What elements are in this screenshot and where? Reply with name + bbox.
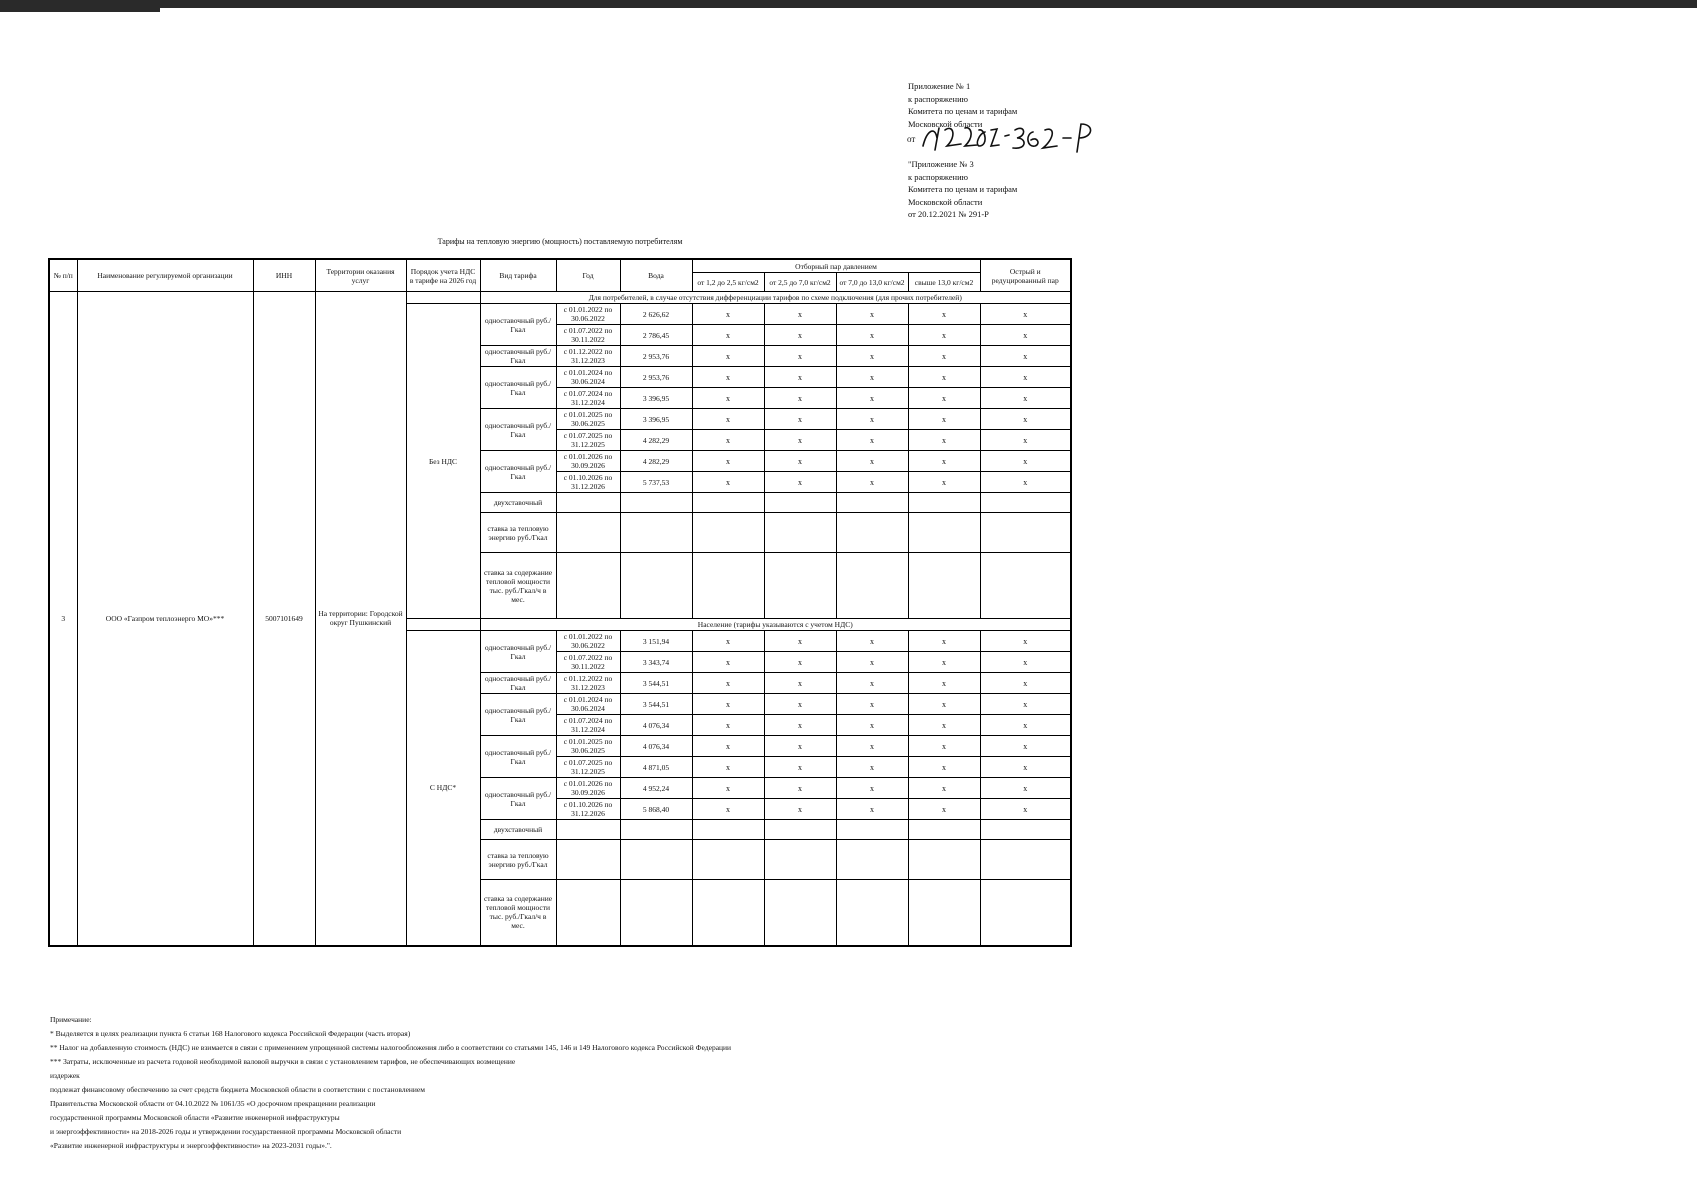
x-mark: х — [980, 388, 1071, 409]
x-mark: х — [692, 388, 764, 409]
empty-cell — [836, 513, 908, 553]
note-line: издержек — [50, 1071, 80, 1080]
period: с 01.01.2022 по 30.06.2022 — [556, 304, 620, 325]
empty-cell — [692, 553, 764, 619]
x-mark: х — [908, 304, 980, 325]
appendix-3-line: Комитета по ценам и тарифам — [908, 184, 1018, 194]
water-value: 3 544,51 — [620, 673, 692, 694]
x-mark: х — [692, 757, 764, 778]
appendix-3-line: к распоряжению — [908, 171, 968, 182]
org-name: ООО «Газпром теплоэнерго МО»*** — [77, 292, 253, 946]
x-mark: х — [908, 451, 980, 472]
water-value: 3 151,94 — [620, 631, 692, 652]
x-mark: х — [836, 694, 908, 715]
header-water: Вода — [620, 259, 692, 292]
x-mark: х — [764, 409, 836, 430]
empty-cell — [980, 513, 1071, 553]
period: с 01.12.2022 по 31.12.2023 — [556, 673, 620, 694]
period: с 01.10.2026 по 31.12.2026 — [556, 472, 620, 493]
note-line: Примечание: — [50, 1015, 92, 1024]
x-mark: х — [836, 409, 908, 430]
water-value: 4 076,34 — [620, 736, 692, 757]
section-title: Население (тарифы указываются с учетом НДС) — [480, 619, 1071, 631]
water-value: 5 737,53 — [620, 472, 692, 493]
x-mark: х — [836, 736, 908, 757]
x-mark: х — [908, 346, 980, 367]
tariff-type: одноставочный руб./Гкал — [480, 631, 556, 673]
x-mark: х — [692, 715, 764, 736]
empty-cell — [692, 513, 764, 553]
x-mark: х — [836, 652, 908, 673]
x-mark: х — [980, 715, 1071, 736]
empty-cell — [908, 553, 980, 619]
x-mark: х — [692, 652, 764, 673]
period: с 01.10.2026 по 31.12.2026 — [556, 799, 620, 820]
empty-cell — [764, 513, 836, 553]
x-mark: х — [764, 631, 836, 652]
empty-cell — [980, 820, 1071, 840]
org-inn: 5007101649 — [253, 292, 315, 946]
x-mark: х — [980, 799, 1071, 820]
period: с 01.01.2024 по 30.06.2024 — [556, 367, 620, 388]
empty-cell — [908, 820, 980, 840]
empty-cell — [764, 840, 836, 880]
tariff-table — [48, 258, 1072, 947]
note-line: государственной программы Московской области «Развитие инженерной инфраструктуры — [50, 1113, 340, 1122]
empty-cell — [764, 493, 836, 513]
water-value: 3 396,95 — [620, 409, 692, 430]
x-mark: х — [692, 367, 764, 388]
tariff-type: одноставочный руб./Гкал — [480, 451, 556, 493]
org-territory: На территории: Городской округ Пушкинский — [315, 292, 406, 946]
x-mark: х — [980, 694, 1071, 715]
x-mark: х — [764, 673, 836, 694]
x-mark: х — [764, 451, 836, 472]
x-mark: х — [908, 430, 980, 451]
empty-cell — [556, 840, 620, 880]
empty-cell — [620, 880, 692, 946]
water-value: 4 952,24 — [620, 778, 692, 799]
header-num: № п/п — [49, 259, 77, 292]
water-value: 3 544,51 — [620, 694, 692, 715]
note-line: *** Затраты, исключенные из расчета годовой необходимой валовой выручки в связи с установлением тарифов, не обеспечивающих возмещение — [50, 1057, 516, 1066]
x-mark: х — [764, 388, 836, 409]
x-mark: х — [836, 304, 908, 325]
x-mark: х — [836, 451, 908, 472]
x-mark: х — [908, 652, 980, 673]
tariff-table-body — [49, 292, 1071, 946]
x-mark: х — [764, 325, 836, 346]
water-value: 4 076,34 — [620, 715, 692, 736]
x-mark: х — [836, 673, 908, 694]
x-mark: х — [764, 346, 836, 367]
scan-corner-mark — [0, 8, 160, 12]
x-mark: х — [908, 778, 980, 799]
empty-cell — [980, 553, 1071, 619]
empty-cell — [692, 840, 764, 880]
period: с 01.01.2024 по 30.06.2024 — [556, 694, 620, 715]
sig-prefix: от — [907, 134, 916, 144]
x-mark: х — [980, 430, 1071, 451]
x-mark: х — [980, 451, 1071, 472]
empty-cell — [556, 493, 620, 513]
empty-cell — [980, 493, 1071, 513]
x-mark: х — [764, 778, 836, 799]
empty-cell — [908, 880, 980, 946]
note-line: «Развитие инженерной инфраструктуры и энергоэффективности» на 2023-2031 годы».". — [50, 1141, 332, 1150]
note-line: Правительства Московской области от 04.10.2022 № 1061/35 «О досрочном прекращении реализации — [50, 1099, 376, 1108]
x-mark: х — [908, 694, 980, 715]
vat-order-blank — [406, 619, 480, 631]
header-inn: ИНН — [253, 259, 315, 292]
tariff-type: одноставочный руб./Гкал — [480, 694, 556, 736]
rate-energy-label: ставка за тепловую энергию руб./Гкал — [480, 840, 556, 880]
empty-cell — [764, 880, 836, 946]
water-value: 2 953,76 — [620, 367, 692, 388]
empty-cell — [908, 840, 980, 880]
x-mark: х — [764, 694, 836, 715]
x-mark: х — [980, 631, 1071, 652]
x-mark: х — [692, 472, 764, 493]
water-value: 4 871,05 — [620, 757, 692, 778]
x-mark: х — [836, 325, 908, 346]
x-mark: х — [908, 757, 980, 778]
appendix-1-line: Приложение № 1 — [908, 81, 971, 91]
appendix-3-line: Московской области — [908, 196, 983, 207]
x-mark: х — [908, 715, 980, 736]
x-mark: х — [836, 778, 908, 799]
x-mark: х — [692, 694, 764, 715]
x-mark: х — [836, 631, 908, 652]
vat-order: С НДС* — [406, 631, 480, 946]
x-mark: х — [764, 472, 836, 493]
water-value: 2 953,76 — [620, 346, 692, 367]
x-mark: х — [980, 736, 1071, 757]
period: с 01.07.2022 по 30.11.2022 — [556, 652, 620, 673]
period: с 01.01.2026 по 30.09.2026 — [556, 451, 620, 472]
x-mark: х — [764, 304, 836, 325]
table-title: Тарифы на тепловую энергию (мощность) поставляемую потребителям — [437, 237, 683, 246]
x-mark: х — [836, 472, 908, 493]
empty-cell — [620, 553, 692, 619]
empty-cell — [836, 840, 908, 880]
x-mark: х — [908, 325, 980, 346]
header-steam-1: от 1,2 до 2,5 кг/см2 — [692, 273, 764, 292]
water-value: 5 868,40 — [620, 799, 692, 820]
x-mark: х — [764, 757, 836, 778]
x-mark: х — [764, 367, 836, 388]
period: с 01.01.2026 по 30.09.2026 — [556, 778, 620, 799]
x-mark: х — [836, 388, 908, 409]
x-mark: х — [692, 451, 764, 472]
x-mark: х — [980, 304, 1071, 325]
section-title: Для потребителей, в случае отсутствия дифференциации тарифов по схеме подключения (для прочих потребителей) — [480, 292, 1071, 304]
empty-cell — [620, 820, 692, 840]
x-mark: х — [836, 430, 908, 451]
x-mark: х — [908, 799, 980, 820]
tariff-type: одноставочный руб./Гкал — [480, 304, 556, 346]
water-value: 4 282,29 — [620, 430, 692, 451]
x-mark: х — [908, 736, 980, 757]
empty-cell — [836, 820, 908, 840]
x-mark: х — [692, 430, 764, 451]
x-mark: х — [836, 799, 908, 820]
handwritten-date-signature — [905, 116, 1105, 158]
empty-cell — [692, 493, 764, 513]
header-org: Наименование регулируемой организации — [77, 259, 253, 292]
x-mark: х — [692, 346, 764, 367]
note-line: ** Налог на добавленную стоимость (НДС) не взимается в связи с применением упрощенной системы налогообложения либо в соответствии со статьями 145, 146 и 149 Налогового кодекса Российской Федерации — [50, 1043, 732, 1052]
tariff-type: одноставочный руб./Гкал — [480, 736, 556, 778]
empty-cell — [980, 840, 1071, 880]
x-mark: х — [980, 325, 1071, 346]
period: с 01.12.2022 по 31.12.2023 — [556, 346, 620, 367]
appendix-1-line: Московской области — [908, 118, 983, 129]
appendix-3-line: "Приложение № 3 — [908, 159, 974, 169]
rate-capacity-label: ставка за содержание тепловой мощности тыс. руб./Гкал/ч в мес. — [480, 553, 556, 619]
period: с 01.07.2025 по 31.12.2025 — [556, 430, 620, 451]
header-vat-order: Порядок учета НДС в тарифе на 2026 год — [406, 259, 480, 292]
empty-cell — [556, 553, 620, 619]
rate-capacity-label: ставка за содержание тепловой мощности тыс. руб./Гкал/ч в мес. — [480, 880, 556, 946]
empty-cell — [836, 553, 908, 619]
section-title-row — [49, 292, 1071, 304]
x-mark: х — [908, 472, 980, 493]
note-line: и энергоэффективности» на 2018-2026 годы и утверждении государственной программы Московской области — [50, 1127, 402, 1136]
period: с 01.07.2022 по 30.11.2022 — [556, 325, 620, 346]
x-mark: х — [692, 409, 764, 430]
tariff-type: одноставочный руб./Гкал — [480, 778, 556, 820]
rate-energy-label: ставка за тепловую энергию руб./Гкал — [480, 513, 556, 553]
header-sharp-steam: Острый и редуцированный пар — [980, 259, 1071, 292]
header-steam-group: Отборный пар давлением — [692, 259, 980, 273]
scan-top-edge — [0, 0, 1697, 8]
tariff-type: одноставочный руб./Гкал — [480, 367, 556, 409]
x-mark: х — [908, 409, 980, 430]
x-mark: х — [692, 778, 764, 799]
water-value: 2 786,45 — [620, 325, 692, 346]
x-mark: х — [908, 673, 980, 694]
appendix-1-line: к распоряжению — [908, 93, 968, 104]
period: с 01.07.2024 по 31.12.2024 — [556, 715, 620, 736]
x-mark: х — [980, 346, 1071, 367]
x-mark: х — [764, 652, 836, 673]
header-tariff-type: Вид тарифа — [480, 259, 556, 292]
empty-cell — [620, 840, 692, 880]
notes-block — [50, 1013, 950, 1153]
org-number: 3 — [49, 292, 77, 946]
header-territory: Территории оказания услуг — [315, 259, 406, 292]
x-mark: х — [980, 367, 1071, 388]
empty-cell — [908, 513, 980, 553]
x-mark: х — [836, 715, 908, 736]
x-mark: х — [836, 346, 908, 367]
x-mark: х — [692, 631, 764, 652]
period: с 01.07.2024 по 31.12.2024 — [556, 388, 620, 409]
water-value: 3 396,95 — [620, 388, 692, 409]
water-value: 3 343,74 — [620, 652, 692, 673]
x-mark: х — [692, 736, 764, 757]
appendix-1-line: Комитета по ценам и тарифам — [908, 106, 1018, 116]
x-mark: х — [980, 778, 1071, 799]
empty-cell — [620, 493, 692, 513]
x-mark: х — [764, 430, 836, 451]
empty-cell — [692, 820, 764, 840]
empty-cell — [836, 880, 908, 946]
note-line: * Выделяется в целях реализации пункта 6 статьи 168 Налогового кодекса Российской Федерации (часть вторая) — [50, 1029, 411, 1038]
x-mark: х — [980, 409, 1071, 430]
note-line: подлежат финансовому обеспечению за счет средств бюджета Московской области в соответствии с постановлением — [50, 1085, 426, 1094]
tariff-type: одноставочный руб./Гкал — [480, 409, 556, 451]
x-mark: х — [980, 673, 1071, 694]
empty-cell — [620, 513, 692, 553]
vat-order: Без НДС — [406, 304, 480, 619]
x-mark: х — [692, 673, 764, 694]
appendix-3-header — [908, 158, 1168, 221]
empty-cell — [764, 553, 836, 619]
empty-cell — [556, 820, 620, 840]
vat-order-blank — [406, 292, 480, 304]
x-mark: х — [908, 388, 980, 409]
x-mark: х — [692, 304, 764, 325]
empty-cell — [556, 880, 620, 946]
empty-cell — [556, 513, 620, 553]
x-mark: х — [836, 367, 908, 388]
water-value: 2 626,62 — [620, 304, 692, 325]
water-value: 4 282,29 — [620, 451, 692, 472]
two-part-label: двухставочный — [480, 820, 556, 840]
empty-cell — [980, 880, 1071, 946]
header-steam-3: от 7,0 до 13,0 кг/см2 — [836, 273, 908, 292]
header-steam-4: свыше 13,0 кг/см2 — [908, 273, 980, 292]
x-mark: х — [692, 325, 764, 346]
x-mark: х — [692, 799, 764, 820]
x-mark: х — [836, 757, 908, 778]
x-mark: х — [764, 736, 836, 757]
empty-cell — [764, 820, 836, 840]
x-mark: х — [908, 631, 980, 652]
x-mark: х — [908, 367, 980, 388]
tariff-type: одноставочный руб./Гкал — [480, 673, 556, 694]
tariff-type: одноставочный руб./Гкал — [480, 346, 556, 367]
period: с 01.07.2025 по 31.12.2025 — [556, 757, 620, 778]
empty-cell — [692, 880, 764, 946]
period: с 01.01.2025 по 30.06.2025 — [556, 736, 620, 757]
period: с 01.01.2022 по 30.06.2022 — [556, 631, 620, 652]
appendix-3-line: от 20.12.2021 № 291-Р — [908, 209, 989, 219]
x-mark: х — [764, 799, 836, 820]
header-year: Год — [556, 259, 620, 292]
x-mark: х — [980, 472, 1071, 493]
empty-cell — [908, 493, 980, 513]
x-mark: х — [980, 757, 1071, 778]
two-part-label: двухставочный — [480, 493, 556, 513]
x-mark: х — [764, 715, 836, 736]
x-mark: х — [980, 652, 1071, 673]
empty-cell — [836, 493, 908, 513]
header-steam-2: от 2,5 до 7,0 кг/см2 — [764, 273, 836, 292]
period: с 01.01.2025 по 30.06.2025 — [556, 409, 620, 430]
